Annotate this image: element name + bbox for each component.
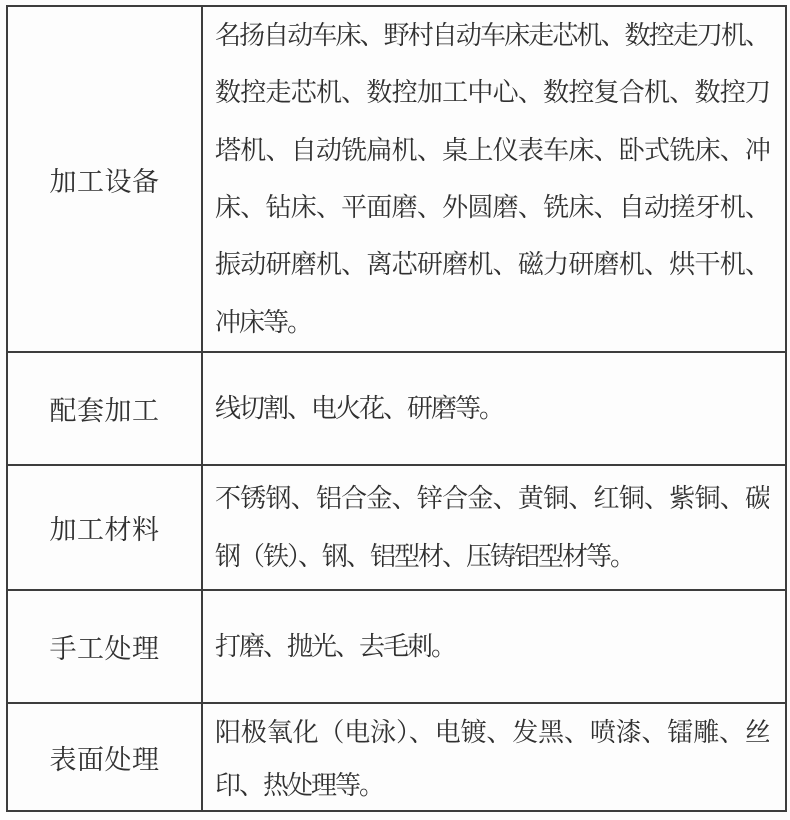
table-row-processing-equipment bbox=[8, 7, 785, 353]
content-line: 线切割、电火花、研磨等。 bbox=[215, 393, 504, 423]
capability-table bbox=[6, 5, 787, 812]
row-header-cell bbox=[8, 7, 203, 351]
row-header-label: 加工材料 bbox=[49, 515, 160, 545]
row-content-cell bbox=[203, 466, 785, 589]
row-content-cell bbox=[203, 704, 785, 810]
content-line: 塔机、自动铣扁机、桌上仪表车床、卧式铣床、冲 bbox=[215, 135, 769, 165]
table-row-manual-processing bbox=[8, 591, 785, 704]
table-row-surface-treatment bbox=[8, 704, 785, 810]
row-header-cell bbox=[8, 704, 203, 810]
content-line: 不锈钢、铝合金、锌合金、黄铜、红铜、紫铜、碳 bbox=[215, 484, 769, 513]
content-line: 阳极氧化（电泳）、电镀、发黑、喷漆、镭雕、丝 bbox=[215, 718, 769, 747]
content-line: 冲床等。 bbox=[215, 307, 312, 337]
row-header-cell bbox=[8, 353, 203, 464]
content-line: 振动研磨机、离芯研磨机、磁力研磨机、烘干机、 bbox=[215, 250, 769, 280]
row-content-cell bbox=[203, 7, 785, 351]
row-header-label: 表面处理 bbox=[49, 744, 160, 775]
row-header-label: 配套加工 bbox=[49, 396, 160, 426]
content-line: 印、热处理等。 bbox=[215, 771, 384, 800]
content-line: 打磨、抛光、去毛刺。 bbox=[215, 631, 456, 661]
table-row-processing-materials bbox=[8, 466, 785, 591]
row-content-cell bbox=[203, 353, 785, 464]
row-header-label: 手工处理 bbox=[49, 634, 160, 664]
row-header-cell bbox=[8, 591, 203, 702]
content-line: 数控走芯机、数控加工中心、数控复合机、数控刀 bbox=[215, 78, 769, 108]
content-line: 床、钻床、平面磨、外圆磨、铣床、自动搓牙机、 bbox=[215, 193, 769, 222]
table-row-supporting-processing bbox=[8, 353, 785, 466]
row-header-cell bbox=[8, 466, 203, 589]
content-line: 钢（铁）、钢、铝型材、压铸铝型材等。 bbox=[215, 541, 635, 571]
row-content-cell bbox=[203, 591, 785, 702]
content-line: 名扬自动车床、野村自动车床走芯机、数控走刀机、 bbox=[215, 21, 769, 51]
row-header-label: 加工设备 bbox=[49, 166, 160, 197]
